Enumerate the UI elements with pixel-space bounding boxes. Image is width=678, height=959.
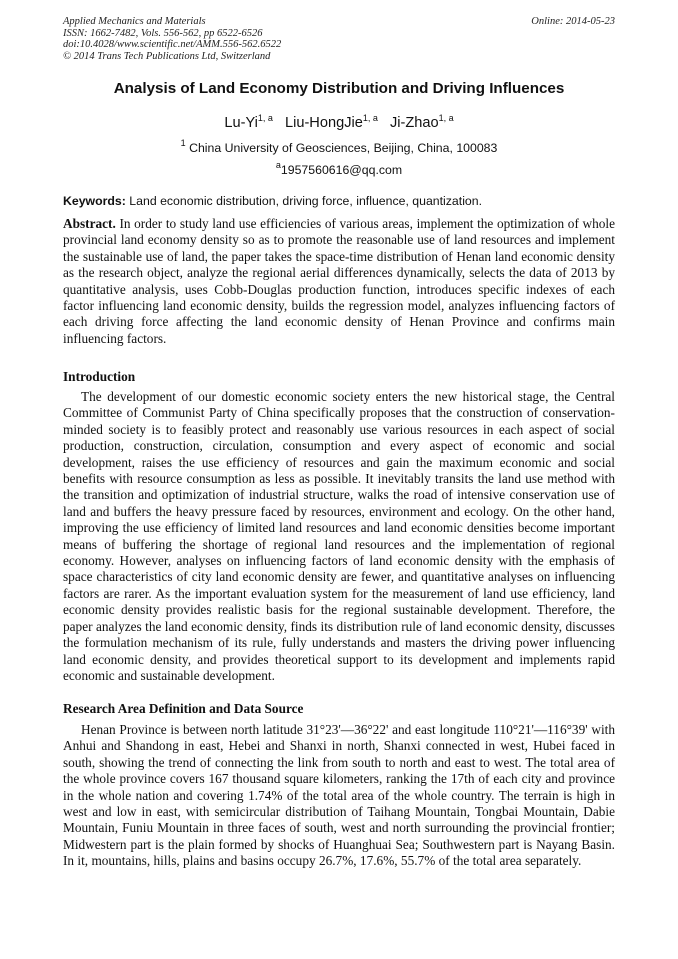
copyright-line: © 2014 Trans Tech Publications Ltd, Switzerland: [63, 50, 271, 62]
author-affiliation-mark: 1, a: [438, 113, 454, 123]
section-heading-introduction: Introduction: [63, 369, 136, 384]
keywords-text: Land economic distribution, driving force, influence, quantization.: [129, 194, 483, 208]
author-name: Liu-HongJie: [284, 115, 363, 131]
author-affiliation-mark: 1, a: [362, 113, 378, 123]
journal-header: [63, 16, 615, 62]
email-mark: a: [275, 160, 281, 170]
affiliation-text: China University of Geosciences, Beijing, China, 100083: [189, 141, 498, 155]
abstract-label: Abstract.: [63, 216, 116, 231]
author-affiliation-mark: 1, a: [257, 113, 273, 123]
author-name: Lu-Yi: [224, 115, 258, 131]
keywords: [63, 194, 615, 208]
author-list: [0, 113, 678, 131]
email-link[interactable]: 1957560616@qq.com: [280, 163, 403, 177]
paper-title: Analysis of Land Economy Distribution and Driving Influences: [113, 80, 565, 97]
keywords-label: Keywords:: [63, 194, 126, 208]
online-date: Online: 2014-05-23: [531, 16, 615, 27]
author-email: [0, 160, 678, 177]
research-area-paragraph: Henan Province is between north latitude 31°23'—36°22' and east longitude 110°21'—116°39' with Anhui and Shandong in east, Hebei and Shanxi in north, Shanxi connected in west, Hubei faced in south, showing the trend of connecting the link from south to north and east to west. The total area of the whole province covers 167 thousand square kilometers, ranking the 17th of each city and province in the whole nation and covering 1.74% of the total area of the whole country. The terrain is high in west and low in east, with semicircular distribution of Taihang Mountain, Tongbai Mountain, Dabie Mountain, Funiu Mountain in three faces of south, west and north surrounding the provincial frontier; Midwestern part is the plain formed by shocks of Huanghuai Sea; Southwestern part is Nayang Basin. In it, mountains, hills, plains and basins occupy 26.7%, 17.6%, 55.7% of the total area separately.: [63, 722, 615, 869]
abstract-text: In order to study land use efficiencies of various areas, implement the optimization of whole provincial land economy density so as to promote the reasonable use of land resources and implement the sustainable use of land, the paper takes the space-time distribution of Henan land economic density as the research object, analyze the regional aerial differences dynamically, selects the data of 2013 by quantitative analysis, uses Cobb-Douglas production function, introduces specific indexes of each factor influencing land economic density, builds the regression model, analyzes influencing factors of each driving force affecting the land economic density of Henan Province and confirms main influencing factors.: [63, 216, 615, 346]
issn-line: ISSN: 1662-7482, Vols. 556-562, pp 6522-6526: [63, 27, 263, 39]
affiliation: [0, 138, 678, 155]
journal-name: Applied Mechanics and Materials: [63, 16, 206, 27]
introduction-paragraph: The development of our domestic economic society enters the new historical stage, the Central Committee of Communist Party of China specifically proposes that the construction of conservation-minded society is to feasibly protect and reasonably use various resources in each aspect of social production, construction, circulation, consumption and every aspect of economic and social development, raises the use efficiency of resources and gain the maximum economic and social benefits with resource consumption as less as possible. It inevitably transits the land use method with the transition and optimization of industrial structure, walks the road of intensive conservation use of land and buffers the heavy pressure faced by resources, environment and ecology. On the other hand, improving the use efficiency of limited land resources and land economic densities become important means of buffering the shortage of regional land resources and the implementation of regional economy. However, analyses on influencing factors of land economic density with the emphasis of space characteristics of city land economic density are fewer, and quantitative analyses on influencing factors are rarer. As the important evaluation system for the measurement of land use efficiency, land economic density provides realistic basis for the regional sustainable development. Therefore, the paper analyzes the land economic density, finds its distribution rule of land economic density, discusses the formulation mechanism of its rule, fully understands and masters the driving power influencing land economic density, and provides theoretical support to its development and implements rapid economic and sustainable development.: [63, 389, 615, 683]
affiliation-mark: 1: [180, 138, 186, 148]
doi-line: doi:10.4028/www.scientific.net/AMM.556-562.6522: [63, 39, 282, 50]
author-name: Ji-Zhao: [389, 115, 439, 131]
abstract: [63, 216, 615, 347]
section-heading-research-area: Research Area Definition and Data Source: [63, 701, 304, 716]
